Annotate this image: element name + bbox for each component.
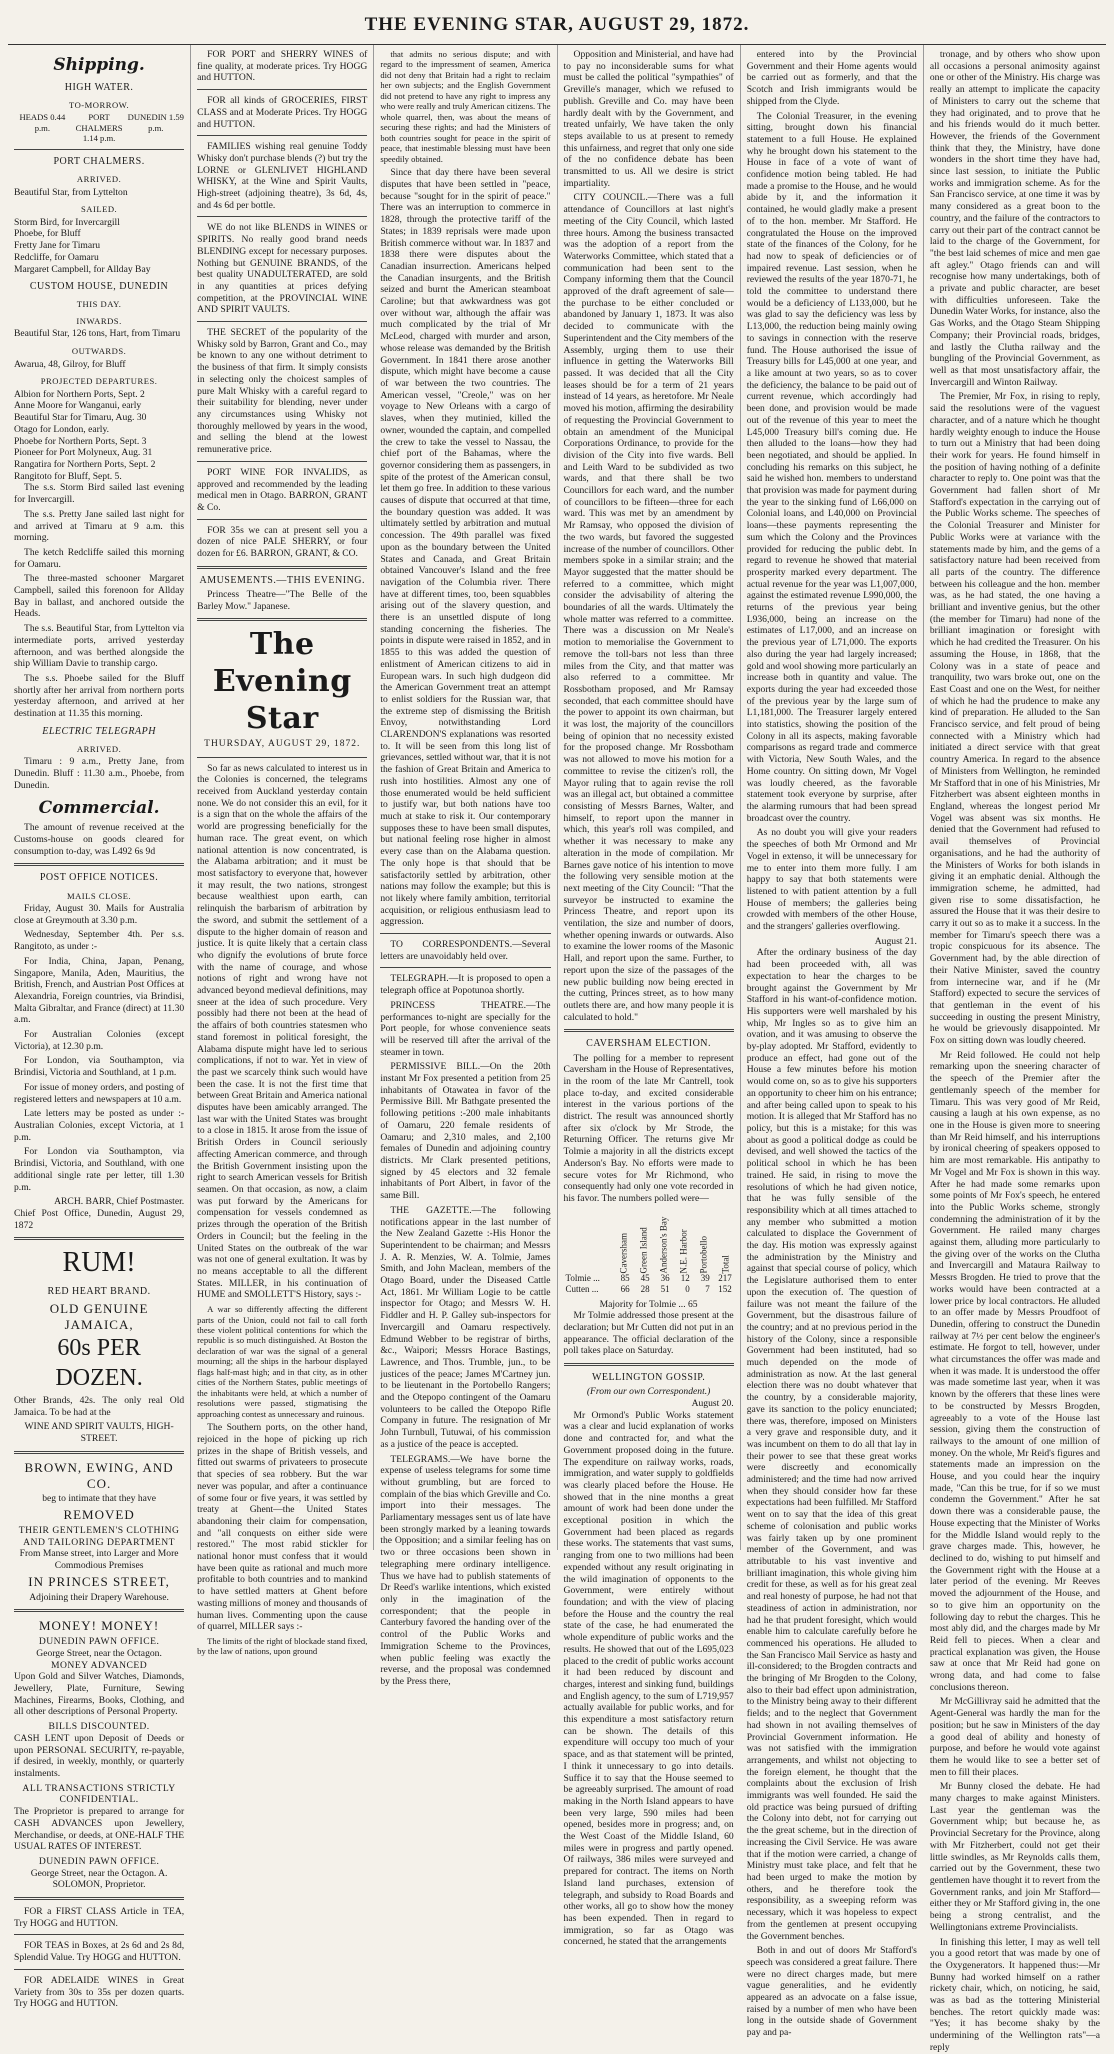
column-6 (924, 45, 1106, 2053)
advertisement: THE SECRET of the popularity of the Whisky sold by Barron, Grant and Co., may be known to any one without detriment to the business of that firm. It simply consists in selecting only the choicest samples of pure Malt Whisky with a careful regard to their suitability for blending, never under any circumstances using Whisky not thoroughly mellowed by years in the wood, and selling the blend at the lowest remunerative price. (197, 327, 368, 456)
columns (8, 45, 1106, 2053)
gossip-text: As no doubt you will give your readers the speeches of both Mr Ormond and Mr Vogel in extenso, it will be unnecessary for me to enter into them more fully. I am happy to say that both statements were listened to with patient attention by a full House of members; the galleries being crowded with members of the other House, and the strangers' galleries overflowing. (746, 827, 917, 933)
this-day-label: THIS DAY. (76, 299, 122, 310)
sailed-item: Storm Bird, for Invercargill (14, 216, 120, 228)
election-text: The polling for a member to represent Caversham in the House of Representatives, in the room of the late Mr Cantrell, took place to-day, and excited considerable interest in the various portions of the district. The result was announced shortly after six o'clock by Mr Strode, the Returning Officer. The returns give Mr Tolmie a majority in all the districts except Anderson's Bay. No efforts were made to secure votes for Mr Richmond, who consequently had only one vote recorded in his favor. The numbers polled were— (563, 1052, 734, 1204)
poll-header: N.E. Harbor (678, 1228, 689, 1274)
sailed-item: Fretty Jane for Timaru (14, 240, 101, 252)
removed-label: REMOVED (63, 1507, 135, 1523)
advertisement: FAMILIES wishing real genuine Toddy Whisky don't purchase blends (?) but try the LORNE or GLENLIVET HIGHLAND WHISKY, at the Wine and Spirit Vaults, High-street (adjoining theatre), 3s 6d, 4s, and 4s 6d per bottle. (197, 141, 368, 211)
election-after: Mr Tolmie addressed those present at the declaration; but Mr Cutten did not put in an appearance. The official declaration of the poll takes place on Saturday. (563, 1310, 734, 1357)
poll-header: Total (720, 1254, 731, 1274)
shipping-news: The s.s. Phoebe sailed for the Bluff shortly after her arrival from northern ports yesterday afternoon, and arrived at her destination at 11.35 this morning. (14, 672, 185, 720)
inwards-text: Beautiful Star, 126 tons, Hart, from Timaru (14, 328, 181, 340)
tide-dunedin: DUNEDIN 1.59 p.m. (127, 112, 184, 133)
pawn-office-signature: George Street, near the Octagon. A. SOLOMON, Proprietor. (30, 1867, 168, 1891)
post-text: For London via Southampton, via Brindisi, Victoria, and Southland, with one additional single rate per letter, till 1.30 p.m. (14, 1146, 185, 1193)
pawn-text: Upon Gold and Silver Watches, Diamonds, Jewellery, Plate, Furniture, Sewing Machines, Firearms, Books, Clothing, and all other descriptions of Personal Property. (14, 1671, 185, 1718)
poll-header: Green Island (638, 1226, 649, 1274)
projected-item: Beautiful Star for Timaru, Aug. 30 (14, 412, 147, 424)
column-3 (374, 45, 557, 1687)
gossip-text: Mr Bunny closed the debate. He had many charges to make against Ministers. Last year the gentleman was the Government whip; but because he, as Provincial Secretary for the Province, along with Mr Fitzherbert, could not get their little swindles, as Mr Reynolds calls them, carried out by the Government, these two gentlemen have thought it to revert from the Government ranks, and join Mr Stafford—either they or Mr Stafford giving in, the one being a strong centralist, and the Wellingtonians extreme Provincialists. (929, 1781, 1101, 1933)
gossip-text: Both in and out of doors Mr Stafford's speech was considered a great failure. There were no direct charges made, but mere vague generalities, and he evidently appeared as an advocate on a false issue, raised by a number of men who have been long in the outside shade of Government pay and pa- (746, 1945, 917, 2039)
news-item: Opposition and Ministerial, and have had to pay no inconsiderable sums for what must be called the political "sympathies" of Greville's manager, which we refused to publish. Greville and Co. may have been hardly dealt with by the Government, and treated unfairly, We have taken the only steps available to us at present to remedy this unfairness, and regret that only one side of the no confidence debate has been transmitted to us. All we desire is strict impartiality. (563, 49, 734, 189)
shipping-news: The s.s. Beautiful Star, from Lyttelton via intermediate ports, arrived yesterday afternoon, and was berthed alongside the ship William Davie to tranship cargo. (14, 623, 185, 670)
pawn-office-name-2: DUNEDIN PAWN OFFICE. (38, 1855, 160, 1867)
poll-table (564, 1209, 734, 1295)
rum-headline: RUM! (62, 1247, 136, 1279)
advertisement: WE do not like BLENDS in WINES or SPIRITS. No really good brand needs BLENDING except for necessary purposes. Nothing but GENUINE BRANDS, of the best quality UNADULTERATED, are sold in any quantities at prices defying competition, at the PROVINCIAL WINE AND SPIRIT VAULTS. (197, 222, 368, 316)
gossip-text: The Premier, Mr Fox, in rising to reply, said the resolutions were of the vaguest character, and of a nature which he thought hardly weighty enough to induce the House to turn out a Ministry that had been doing their work for years. He found himself in the position of having nothing of a definite character to reply to. One point was that the Government had fallen short of Mr Stafford's expectation in the carrying out of the Public Works scheme. The speeches of the Colonial Treasurer and Minister for Public Works were at variance with the statements made by him, and the gems of a satisfactory nature had been received from all parts of the country. The difference between his colleague and the hon. member was, as he had stated, the one having a brilliant and inventive genius, but the other (the member for Timaru) had none of the brilliant imagination or foresight with which he had credited the Treasurer. On his assuming the House, in 1868, that the Colony was in a state of peace and tranquility, two wars broke out, one on the East Coast and one on the West, for neither of which he had the prudence to make any kind of preparation. He alluded to the San Francisco service, and felt proud of being connected with a Ministry which had initiated a direct service with that great country America. In regard to the absence of Ministers from Wellington, he reminded Mr Stafford that in one of his Ministries, Mr Fitzherbert was absent eighteen months in England, whereas the longest period Mr Vogel was absent was six months. He denied that the Government had refused to avail themselves of Provincial organisations, and he had the authority of the Ministers of Works for both islands in giving it an emphatic denial. Although the immigration scheme, he admitted, had given rise to some dissatisfaction, he assured the House that it was their desire to carry it out so as to make it a success. In the member for Timaru's speech there was a tropic conspicuous for its absence. The Government had, by the able direction of their Native Minister, saved the country from internecine war, and if he (Mr Stafford) expected to secure the services of that gentleman in the event of his succeeding in ousting the present Ministry, he would be grievously disappointed. Mr Fox on sitting down was loudly cheered. (929, 391, 1101, 1047)
money-headline: MONEY! MONEY! (38, 1618, 160, 1634)
poll-header: Portobello (698, 1235, 709, 1274)
pawn-office-advertisement (14, 1618, 184, 1891)
post-text: For issue of money orders, and posting of registered letters and newspapers at 10 a.m. (14, 1081, 185, 1105)
wellington-gossip-heading: WELLINGTON GOSSIP. (591, 1372, 706, 1384)
to-correspondents: TO CORRESPONDENTS.—Several letters are unavoidably held over. (380, 939, 551, 962)
arrived-label: ARRIVED. (76, 174, 122, 185)
sailed-item: Margaret Campbell, for Allday Bay (14, 263, 151, 275)
post-office-date: Chief Post Office, Dunedin, August 29, 1872 (14, 1207, 185, 1231)
news-item: TELEGRAPH.—It is proposed to open a telegraph office at Popotunoa shortly. (380, 973, 551, 997)
news-item: THE GAZETTE.—The following notifications appear in the last number of the New Zealand Gazette :-His Honor the Superintendent to be chairman; and Messrs J. A. R. Menzies, W. A. Tolmie, James Smith, and John Maclean, members of the Otago Board, under the Diseased Cattle Act, 1861. Mr William Logie to be cattle inspector for Otago; and Messrs W. H. Fiddler and H. P. Galley sub-inspectors for Invercargill and Oamaru respectively. Edmund Webber to be registrar of births, &c., Waipori; Messrs Horace Bastings, Lawrence, and Thos. Trumble, jun., to be justices of the peace; James M'Cartney jun. to be lieutenant in the Portobello Rangers; and the Otepopo contingent of the Oamaru volunteers to be called the Otepopo Rifle Company in future. The resignation of Mr John Turnbull, Tutuwai, of his commission as a justice of the peace is accepted. (380, 1204, 551, 1450)
shipping-news: The three-masted schooner Margaret Campbell, sailed this forenoon for Allday Bay in ballast, and anchored outside the Heads. (14, 573, 185, 620)
news-item: PRINCESS THEATRE.—The performances to-night are specially for the Port people, for whose convenience seats will be reserved till after the arrival of the steamer in town. (380, 999, 551, 1058)
post-text: For Australian Colonies (except Victoria), at 12.30 p.m. (14, 1029, 185, 1052)
gossip-text: tronage, and by others who show upon all occasions a personal animosity against one or other of the Ministry. His charge was really an attempt to implicate the capacity of Ministers to carry out the scheme that they had originated, and to prove that he and his friends would do it much better. However, the friends of the Government think that they, the Ministry, have done wonders in the short time they have had, since last session, to initiate the Public works and immigration scheme. As for the San Francisco service, at one time it was by many considered as a great boon to the country, and the failure of the contractors to carry out their part of the contract cannot be laid to the charge of the Government, for "the best laid schemes of mice and men gae aft agley." Otago friends can and will recognise how many undertakings, both of a private and public character, are beset with difficulties unforeseen. Take the Dunedin Water Works, for instance, also the Gas Works, and the Otago Steam Shipping Company; their Provincial roads, bridges, and lastly the Clutha railway and the bungling of the Provincial Government, as well as that most unsatisfactory affair, the Invercargill and Winton Railway. (929, 49, 1101, 388)
post-text: For London, via Southampton, via Brindisi, Victoria and Southland, at 1 p.m. (14, 1055, 185, 1079)
poll-cell: 12 (680, 1272, 690, 1283)
column-1 (8, 45, 191, 2010)
shipping-news: The s.s. Pretty Jane sailed last night for and arrived at Timaru at 9 a.m. this morning. (14, 508, 185, 544)
news-item: CITY COUNCIL.—There was a full attendance of Councillors at last night's meeting of the City Council, which lasted three hours. Among the business transacted was the adoption of a report from the Waterworks Committee, which stated that a communication had been sent to the Company informing them that the Council approved of the draft agreement of sale—the purchase to be either concluded or abandoned by January 1, 1873. It was also decided to communicate with the Superintendent and the City members of the Assembly, urging them to use their influence in getting the Waterworks Bill passed. It was decided that all the City leases should be for a term of 21 years instead of 14 years, as heretofore. Mr Neale moved his motion, affirming the desirability of requesting the Provincial Government to obtain an amendment of the Municipal Corporations Ordinance, to provide for the division of the City into five wards. Bell and Leith Ward to be subdivided as two wards, and that there shall be two Councillors for each ward, and the number of councillors to be fifteen—three for each ward. This was met by an amendment by Mr Ramsay, who opposed the division of the two wards, but favored the suggested increase of the number of councillors. Other members spoke in a similar strain; and the Mayor suggested that the matter should be referred to a committee, which might consider the advisability of altering the boundaries of all the wards. Ultimately the whole matter was referred to a committee. There was a discussion on Mr Neale's motion to memorialise the Government to remove the toll-bars not less than three miles from the City, and that matter was also referred to a committee. Mr Rossbotham proposed, and Mr Ramsay seconded, that each committee should have the power to appoint its own chairman, but it was lost, the majority of the councillors being of opinion that no necessity existed for the proposed change. Mr Rossbotham was not allowed to move his motion for a committee to revise the citizen's roll, the Mayor ruling that to again revise the roll was an illegal act, but obtained a committee consisting of Messrs Barnes, Walter, and himself, to report upon the manner in which, this year's roll was compiled, and whether it was necessary to make any alteration in the mode of compilation. Mr Barnes gave notice of his intention to move the following very sensible motion at the next meeting of the City Council: "That the surveyor be instructed to examine the Princess Theatre, and report upon its ventilation, the size and number of doors, whether opening inwards or outwards. Also to examine the lower rooms of the Masonic Hall, and report upon the same. Further, to report upon the size of the passages of the new public building now being erected in the cutting, Princes street, as to how many outlets there are, and how many people it is calculated to hold." (563, 192, 734, 1023)
advertisement: FOR 35s we can at present sell you a dozen of nice PALE SHERRY, or four dozen for £6. BARRON, GRANT, & CO. (197, 524, 368, 560)
proprietor-text: The Proprietor is prepared to arrange for CASH ADVANCES upon Jewellery, Merchandise, or deeds, at ONE-HALF THE USUAL RATES OF INTEREST. (14, 1806, 185, 1853)
leader-paragraph: So far as news calculated to interest us in the Colonies is concerned, the telegrams received from Auckland yesterday contain none. We do not consider this an evil, for it is a sign that on the whole the affairs of the world are progressing beneficially for the human race. The great event, on which national attention is now concentrated, is the Alabama arbitration; and it must be most satisfactory to everyone that, however it may result, the two nations, strongest because wealthiest upon earth, can relinquish the barbarism of arbitration by the sword, and submit the settlement of a dispute to the higher domain of reason and justice. It is quite likely that a certain class who dignify the evolutions of brute force with the name of courage, and whose notions of right and wrong have not advanced beyond medieval definitions, may sneer at the idea of such procedure. Very possibly had there not been at the head of the affairs of both countries statesmen who stand foremost in political foresight, the Alabama dispute might have led to serious complications, if not to war. Yet in view of the past we scarcely think such would have been the case. It is not the first time that between Great Britain and America national disputes have been amicably arranged. The last war with the United States was brought to a close in 1815. It arose from the issue of British Orders in Council seriously affecting American commerce, and through the British Government insisting upon the right to search American vessels for British seamen. On that occasion, as now, a claim was put forward by the Americans for compensation for vessels condemned as prizes through the operation of the British Orders in Council; but the feeling in the United States on the outbreak of the war was not one of general exultation. It was by no means acceptable to all the different States. MILLER, in his continuation of HUME and SMOLLETT'S History, says :- (197, 762, 368, 1301)
masthead: THE EVENING STAR, AUGUST 29, 1872. (8, 0, 1106, 45)
poll-header-row (564, 1209, 734, 1273)
hogg-hutton-teas-boxes-ad: FOR TEAS in Boxes, at 2s 6d and 2s 8d, Splendid Value. Try HOGG and HUTTON. (14, 1940, 185, 1964)
poll-cell: 7 (705, 1283, 710, 1294)
table-row (564, 1284, 734, 1295)
majority-line: Majority for Tolmie ... 65 (599, 1298, 698, 1310)
candidate-name: Tolmie ... (565, 1272, 600, 1283)
leader-quote: The limits of the right of blockade stand fixed, by the law of nations, upon ground (197, 1636, 368, 1657)
poll-cell: 36 (660, 1272, 670, 1283)
sailed-item: Phoebe, for Bluff (14, 228, 81, 240)
dateline: THURSDAY, AUGUST 29, 1872. (204, 739, 361, 750)
column-4 (558, 45, 741, 1948)
poll-header: Anderson's Bay (658, 1216, 669, 1274)
poll-cell: 217 (718, 1272, 732, 1283)
gossip-text: Mr Reid followed. He could not help remarking upon the sneering character of the speech of the Premier after the gentlemanly speech of the member for Timaru. This was very good of Mr Reid, causing a laugh at his own expense, as no one in the House is given more to sneering than Mr Reid himself, and his interruptions by ironical cheering of speakers opposed to him are most remarkable. His antipathy to Mr Vogel and Mr Fox is shown in this way. After he had made some remarks upon some points of Mr Fox's speech, he entered into the Public Works scheme, strongly condemning the administration of it by the Government. He railed many charges against them, alluding more particularly to the giving over of the works on the Clutha and Invercargill and Mataura Railway to Messrs Brogden. He tried to prove that the works would have been contracted at a lower price by local contractors. He alluded to an offer made by Messrs Proudfoot of Dunedin, offering to construct the Dunedin railway at 7½ per cent below the engineer's estimate. He forgot to tell, however, under what circumstances the offer was made and when it was made. It is understood the offer was made sometime last year, when it was known by the offerers that these lines were to be constructed by Messrs Brogden, agreeably to a vote of the House last session, giving them the construction of railways to the amount of one million of money. On the whole, Mr Reid's figures and statements made an impression on the House, and you could hear the inquiry made, "Can this be true, for if so we must condemn the Government." After he sat down there was a considerable pause, the House expecting that the Minister of Works for the Middle Island would reply to the grave charges made. This, however, he declined to do, wishing to put himself and the Government right with the House at a later period of the evening. Mr Reeves moved the adjournment of the House, and so to give him an opportunity on the following day to rebut the charges. This he most ably did, and the charges made by Mr Reid fell to pieces. When a clear and practical explanation was given, the House saw at once that Mr Reid had gone on wrong data, and had come to false conclusions thereon. (929, 1049, 1101, 1693)
poll-header: Caversham (618, 1232, 629, 1274)
shipping-heading: Shipping. (53, 55, 145, 75)
gossip-text: Mr McGillivray said he admitted that the Agent-General was hardly the man for the position; but he saw in Ministers of the day a good deal of ability and honesty of purpose, and before he would vote against them he would like to see a better set of men to fill their places. (929, 1696, 1101, 1778)
hogg-hutton-adelaide-wines-ad: FOR ADELAIDE WINES in Great Variety from 30s to 35s per dozen quarts. Try HOGG and HUTTON. (14, 1974, 185, 2010)
arrived-label-2: ARRIVED. (76, 743, 122, 754)
projected-item: Otago for London, early. (14, 423, 110, 435)
gossip-text: After the ordinary business of the day had been proceeded with, all was expectation to hear the charges to be brought against the Government by Mr Stafford in his want-of-confidence motion. His supporters were well marshaled by his whip, Mr Ingles so as to give him an ovation, and it was amusing to observe the by-play adopted. Mr Stafford, evidently to produce an effect, had gone out of the House a few minutes before his motion would come on, so as to give his supporters an opportunity to cheer him on his entrance; and after being called upon to speak to his motion. It is alleged that Mr Stafford has no policy, but this is a mistake; for this was about as good a political dodge as could be devised, and well showed the tactics of the political school in which he has been trained. He said, in rising to move the resolutions of which he had given notice, that he was fully sensible of the responsibility which at all times attached to any member who submitted a motion calculated to displace the Government of the day. His motion was expressly against the administration by the Ministry and against that special course of policy, which the Legislature authorised them to enter upon the execution of. The question of failure was not meant the failure of the Government, but the disastrous failure of the country; and at no previous period in the history of the Colony, since a responsible Government had been instituted, had so much depended on the mode of administration as now. At the last general election there was no doubt whatever that the country, by a considerable majority, gave its sanction to the policy enunciated; there was, therefore, imposed on Ministers a very grave and responsible duty, and it was incumbent on them to do all that lay in their power to see that these great works were discreetly and economically administered; and the time had now arrived when they should consider how far these expectations had been fulfilled. Mr Stafford went on to say that the idea of this great scheme of colonisation and public works was fairly taken up by one prominent member of the Government, and was attributable to his vast inventive and brilliant imagination, this whole giving him credit for these, as well as for his great zeal and real honesty of purpose, he had not that steadiness of action in administration, nor had he that prudent foresight, which would enable him to calculate carefully before he commenced his operations. He alluded to the San Francisco Mail Service as hasty and ill-considered; to the Brogden contracts and the bringing of Mr Brogden to the Colony, also to their bad effect upon administration, to the Ministry being away to their different fields; and to the neglect that Government had shown in not availing themselves of Provincial Government information. He was not satisfied with the immigration arrangements, and whilst not objecting to the foreign element, he thought that the complaints about the exclusion of Irish immigrants was well founded. He said the old practice was being pursued of drifting the Colony into debt, not for carrying out the the great scheme, but in the direction of increasing the Civil Service. He was aware that if the motion were carried, a change of Ministry must take place, and felt that he had been urged to make the motion by others, and he therefore took the responsibility, as a sweeping reform was necessary, which it was hopeless to expect from the gentlemen at present occupying the Government benches. (746, 947, 917, 1942)
brown-ewing-heading: BROWN, EWING, AND CO. (24, 1459, 174, 1491)
gossip-date: August 21. (874, 935, 917, 947)
post-text: For India, China, Japan, Penang, Singapore, Manila, Aden, Mauritius, the British, French, and Austrian Post Offices at Alexandria, Foreign countries, via Brindisi, Malta Gibraltar, and France (direct) at 11.30 a.m. (14, 955, 185, 1026)
projected-item: Rangitoto for Bluff, Sept. 5. (14, 470, 122, 482)
rum-price: 60s PER DOZEN. (55, 1335, 143, 1391)
post-office-heading: POST OFFICE NOTICES. (39, 872, 159, 884)
adjoining-label: Adjoining their Drapery Warehouse. (29, 1591, 169, 1603)
caversham-election-heading: CAVERSHAM ELECTION. (586, 1038, 712, 1050)
custom-house-heading: CUSTOM HOUSE, DUNEDIN (29, 281, 169, 293)
outwards-text: Awarua, 48, Gilroy, for Bluff (14, 358, 126, 370)
postmaster-signature: ARCH. BARR, Chief Postmaster. (54, 1196, 185, 1208)
gossip-text: In finishing this letter, I may as well tell you a good retort that was made by one of the Oxygenerators. It happened thus:—Mr Bunny had worked himself on a rather rickety chair, which, on noticing, he said, was as bad as the tottering Ministerial benches. The retort quickly made was: "Yes; it has become shaky by the undermining of the Wellington rats"—a reply (929, 1936, 1101, 2053)
post-text: Late letters may be posted as under :- Australian Colonies, except Victoria, at 1 p.m. (14, 1108, 185, 1143)
shipping-news: The ketch Redcliffe sailed this morning for Oamaru. (14, 546, 185, 570)
poll-cell: 152 (718, 1283, 732, 1294)
projected-item: Pioneer for Port Molyneux, Aug. 31 (14, 447, 153, 459)
electric-text: Timaru : 9 a.m., Pretty Jane, from Dunedin. Bluff : 11.30 a.m., Phoebe, from Dunedin. (14, 756, 185, 791)
rum-old-genuine: OLD GENUINE JAMAICA, (49, 1300, 149, 1332)
poll-cell: 51 (660, 1283, 670, 1294)
evening-star-title: The Evening Star (212, 627, 352, 736)
gossip-text: Mr Ormond's Public Works statement was a clear and lucid explanation of works done and contracted for, and what the Government proposed doing in the future. The expenditure on railway works, roads, immigration, and water supply to goldfields was clearly placed before the House. He showed that in the nine months a great amount of work had been done under the exceptional position in which the Government had been placed as regards these works. The statements that vast sums, ranging from one to two millions had been expended without any result originating in the wild imagination of opponents to the Government, were entirely without foundation; and with the view of placing before the House and the country the real state of the case, he had enumerated the whole expenditure of public works and the results. He showed that out of the L695,023 placed to the credit of public works account it had been reduced by discount and charges, interest and sinking fund, buildings and English agency, to the sum of L719,957 actually available for public works, and for this expenditure a most satisfactory return can be shown. The details of this expenditure will occupy too much of your space, and as that statement will be printed, I think it unnecessary to go into details. Suffice it to say that the House seemed to be agreeably surprised. The amount of road making in the North Island appears to have been very large, 590 miles had been opened, besides more in progress; and, on the West Coast of the Middle Island, 60 miles were in progress and partly opened. Of railways, 386 miles were surveyed and prepared for contract. The items on North Island land purchases, extension of telegraph, and subsidy to Road Boards and other works, all go to show how the money has been expended. Then in regard to immigration, so far as Otago was concerned, he stated that the arrangements (563, 1409, 734, 1948)
arrived-text: Beautiful Star, from Lyttelton (14, 186, 128, 198)
table-row (564, 1273, 734, 1284)
tailoring-label: THEIR GENTLEMEN'S CLOTHING AND TAILORING DEPARTMENT (18, 1525, 180, 1548)
rum-brand: RED HEART BRAND. (47, 1286, 151, 1298)
tide-table (14, 112, 184, 143)
inwards-label: INWARDS. (76, 315, 122, 326)
shipping-news: The s.s. Storm Bird sailed last evening for Invercargill. (14, 482, 185, 506)
projected-item: Phoebe for Northern Ports, Sept. 3 (14, 435, 147, 447)
princes-street-label: IN PRINCES STREET, (28, 1573, 170, 1589)
news-item: TELEGRAMS.—We have borne the expense of useless telegrams for some time without grumbling, but are forced to complain of the bias which Greville and Co. import into their messages. The Parliamentary messages sent us of late have been strongly marked by a leaning towards the Opposition; and a similar feeling has on two or three occasions been shown in telegraphing mere ordinary intelligence. Thus we have had to publish statements of Dr Reed's warlike intentions, which existed only in the imagination of the correspondent; that the people in Canterbury favored the handing over of the control of the Public Works and Immigration Scheme to the Provinces, when public feeling was exactly the reverse, and the proposal was condemned by the Press there, (380, 1453, 551, 1687)
money-advanced-label: MONEY ADVANCED (50, 1659, 148, 1671)
to-morrow-label: TO-MORROW. (69, 99, 130, 110)
commercial-text: The amount of revenue received at the Customs-house on goods cleared for consumption to-day, was L492 6s 9d (14, 822, 185, 857)
poll-cell: 39 (700, 1272, 710, 1283)
poll-cell: 66 (620, 1283, 630, 1294)
electric-telegraph-heading: ELECTRIC TELEGRAPH (42, 725, 156, 737)
projected-item: Rangatira for Northern Ports, Sept. 2 (14, 458, 156, 470)
amusements-text: Princess Theatre—"The Belle of the Barley Mow." Japanese. (197, 588, 368, 612)
projected-label: PROJECTED DEPARTURES. (40, 376, 158, 387)
port-chalmers-heading: PORT CHALMERS. (53, 155, 145, 167)
gossip-subheading: (From our own Correspondent.) (586, 1386, 711, 1398)
advertisement: FOR PORT and SHERRY WINES of fine quality, at moderate prices. Try HOGG and HUTTON. (197, 49, 368, 84)
hogg-hutton-tea-ad: FOR a FIRST CLASS Article in TEA, Try HOGG and HUTTON. (14, 1906, 185, 1929)
tide-heads: HEADS 0.44 p.m. (19, 112, 66, 133)
poll-cell: 28 (640, 1283, 650, 1294)
from-text: From Manse street, into Larger and More Commodious Premises (19, 1548, 179, 1572)
poll-cell: 0 (685, 1283, 690, 1294)
rum-advertisement (14, 1246, 184, 1444)
advertisement: PORT WINE FOR INVALIDS, as approved and recommended by the leading medical men in Otago. BARRON, GRANT & Co. (197, 466, 368, 513)
gossip-text: The Colonial Treasurer, in the evening sitting, brought down his financial statement to a full House. He explained why he brought down his statement to the House in face of a vote of want of confidence motion being tabled. He had made a promise to the House, and he would abide by it, and the information it contained, he would gladly make a present of to the hon. member. Mr Stafford. He congratulated the House on the improved state of the finances of the Colony, for he had now to speak of deficiencies or of impaired revenue. Last session, when he reviewed the results of the year 1870-71, he told the committee to understand there would be a deficiency of L133,000, but he was glad to say the deficiency was less by L13,000, the reduction being mainly owing to savings in connection with the reserve fund. The House authorised the issue of Treasury bills for L45,000 at one year, and a like amount at two years, so as to cover the deficiency, the balance to be paid out of current revenue, which accordingly had been done, and provision would be made out of the revenue of this year to meet the L45,000 Treasury bill's coming due. He then alluded to the loans—how they had been negotiated, and should be applied. In concluding his remarks on this subject, he said he wished hon. members to understand that provision was made for payment during the year to the sinking fund of L66,000 on Colonial loans, and L40,000 on Provincial loans—these payments representing the sum which the Colony and the Provinces provided for reducing the public debt. In regard to revenue he showed that material prosperity marked every department. The actual revenue for the year was L1,007,000, against the estimated revenue L990,000, the returns of the previous year being L936,000, being an increase on the estimates of L17,000, and an increase on the previous year of L71,000. The exports also during the year had largely increased; gold and wool showing more particularly an increase both in quantity and value. The exports during the year had exceeded those of the previous year by the large sum of L1,181,000. The Treasurer largely entered into statistics, showing the position of the Colony in all its aspects, making favorable comparisons as regard trade and commerce with Victoria, New South Wales, and the Home country. On sitting down, Mr Vogel was loudly cheered, as the favorable statement took everyone by surprise, after the alarming rumours that had been spread broadcast over the country. (746, 110, 917, 824)
cash-text: CASH LENT upon Deposit of Deeds or upon PERSONAL SECURITY, re-payable, if desired, in weekly, monthly, or quarterly instalments. (14, 1732, 185, 1779)
post-text: Friday, August 30. Mails for Australia close at Greymouth at 3.30 p.m. (14, 903, 185, 926)
brown-ewing-text: beg to intimate that they have (42, 1493, 156, 1505)
pawn-office-name: DUNEDIN PAWN OFFICE. (38, 1636, 160, 1648)
leader-paragraph: The Southern ports, on the other hand, rejoiced in the hope of picking up rich prizes in the shape of British vessels, and fitted out swarms of privateers to prosecute that species of sea robbery. But the war never was popular, and after a continuance of some four or five years, it was settled by treaty at Ghent—the United States abandoning their claim for compensation, and "all conquests on either side were restored." The most rabid stickler for national honor must confess that it would have been quite as rational and much more profitable to both countries and to mankind to have settled matters at Ghent before wasting millions of money and thousands of human lives. Commenting upon the cause of quarrel, MILLER says :- (197, 1422, 368, 1633)
candidate-name: Cutten ... (565, 1283, 599, 1294)
high-water-heading: HIGH WATER. (64, 81, 134, 93)
sailed-label: SAILED. (80, 204, 118, 215)
advertisement: FOR all kinds of GROCERIES, FIRST CLASS and at Moderate Prices. Try HOGG and HUTTON. (197, 95, 368, 130)
pawn-office-address: George Street, near the Octagon. (36, 1647, 162, 1659)
news-item: PERMISSIVE BILL.—On the 20th instant Mr Fox presented a petition from 25 inhabitants of Otawatea in favor of the Permissive Bill. Mr Bathgate presented the following petitions :-200 male inhabitants of Oamaru, 220 female residents of Oamaru; and 2,310 males, and 2,100 females of Dunedin and adjoining country districts. Mr Clark presented petitions, signed by 45 electors and 32 female inhabitants of Port Albert, in favor of the same Bill. (380, 1061, 551, 1202)
leader-quote: A war so differently affecting the different parts of the Union, could not fail to call forth these violent political contentions for which the republic is so much distinguished. At Boston the declaration of war was the signal of a general mourning; all the ships in the harbour displayed flags half-mast high; and in that city, as in other cities of the Northern States, public meetings of the inhabitants were held, at which a number of resolutions were passed, stigmatising the approaching contest as unnecessary and ruinous. (197, 1304, 368, 1419)
column-5 (741, 45, 924, 2039)
rum-firm: WINE AND SPIRIT VAULTS, HIGH-STREET. (24, 1421, 174, 1445)
mails-close-label: MAILS CLOSE. (66, 890, 132, 901)
column-2 (191, 45, 374, 1657)
commercial-heading: Commercial. (38, 797, 160, 818)
brown-ewing-advertisement (14, 1460, 184, 1604)
poll-cell: 85 (620, 1272, 630, 1283)
gossip-date: August 20. (691, 1398, 734, 1410)
outwards-label: OUTWARDS. (71, 346, 127, 357)
projected-item: Albion for Northern Ports, Sept. 2 (14, 388, 145, 400)
rum-text: Other Brands, 42s. The only real Old Jamaica. To be had at the (14, 1394, 185, 1418)
poll-cell: 45 (640, 1272, 650, 1283)
projected-item: Anne Moore for Wanganui, early (14, 400, 142, 412)
amusements-heading: AMUSEMENTS.—THIS EVENING. (199, 574, 366, 586)
tide-port-chalmers: PORT CHALMERS 1.14 p.m. (75, 112, 123, 144)
sailed-item: Redcliffe, for Oamaru (14, 251, 99, 263)
all-transactions-label: ALL TRANSACTIONS STRICTLY CONFIDENTIAL. (22, 1782, 176, 1806)
post-text: Wednesday, September 4th. Per s.s. Rangitoto, as under :- (14, 929, 185, 953)
gossip-text: entered into by the Provincial Government and their Home agents would be carried out as formerly, and that the Scotch and Irish immigrants would be shipped from the Clyde. (746, 49, 917, 107)
leader-quote: that admits no serious dispute; and with regard to the impressment of seamen, America did not deny that Britain had a right to reclaim her own subjects; and the English Government did not pretend to have any right to impress any who were really and truly American citizens. The whole quarrel, then, was about the means of securing these rights; and had the Ministers of both countries sought for peace in the spirit of peace, that inestimable blessing must have been speedily obtained. (380, 49, 551, 164)
poll-header (564, 1209, 612, 1273)
bills-discounted-label: BILLS DISCOUNTED. (48, 1721, 150, 1733)
leader-paragraph: Since that day there have been several disputes that have been settled in "peace, because "sought for in the spirit of peace." There was an interruption to commerce in 1828, through the protective tariff of the States; in 1839 reprisals were made upon British commerce without war. In 1837 and 1838 there were disputes about the Canadian insurrection. Americans helped the Canadian insurgents, and the British seized and burnt the American steamboat Caroline; but that awkwardness was got over without war, although the affair was much complicated by the trial of Mr McLeod, charged with murder and arson, whose release was demanded by the British Government. In 1841 there arose another dispute, which might have become a cause of war between the two countries. The American vessel, "Creole," was on her voyage to New Orleans with a cargo of slaves, when they mutinied, killed the owner, wounded the captain, and compelled the crew to take the vessel to Nassau, the chief port of the Bahamas, where the governor considering them as passengers, in spite of the protest of the American consul, let them go free. In addition to these various causes of dispute that occurred at that time, the boundary question was added. It was ultimately settled by arbitration and mutual concession. The 49th parallel was fixed upon as the boundary between the United States and Canada, and Great Britain obtained Vancouver's Island and the free navigation of the Columbia river. There have at different times, too, been squabbles arising out of the slavery question, and there is an unsettled dispute of long standing concerning the fisheries. The points in dispute were raised in 1852, and in 1855 to this was added the question of enlistment of American citizens to aid in European wars. In such high dudgeon did the American Government treat an attempt to enlist soldiers for the Russian war, that the extreme step of dismissing the British Envoy, notwithstanding Lord CLARENDON'S explanations was resorted to. It will be seen from this long list of grievances, settled without war, that it is not the fashion of Great Britain and America to rush into hostilities. Almost any one of those enumerated would be held sufficient to justify war, but both nations have too much at stake to risk it. Our contemporary supposes these to have been small disputes, but national feeling rose higher in almost every case than on the Alabama question. The only hope is that should that be satisfactorily settled by arbitration, other nations may follow the example; but this is not likely where family ambition, territorial acquisition, or religious enthusiasm lead to aggression. (380, 167, 551, 928)
